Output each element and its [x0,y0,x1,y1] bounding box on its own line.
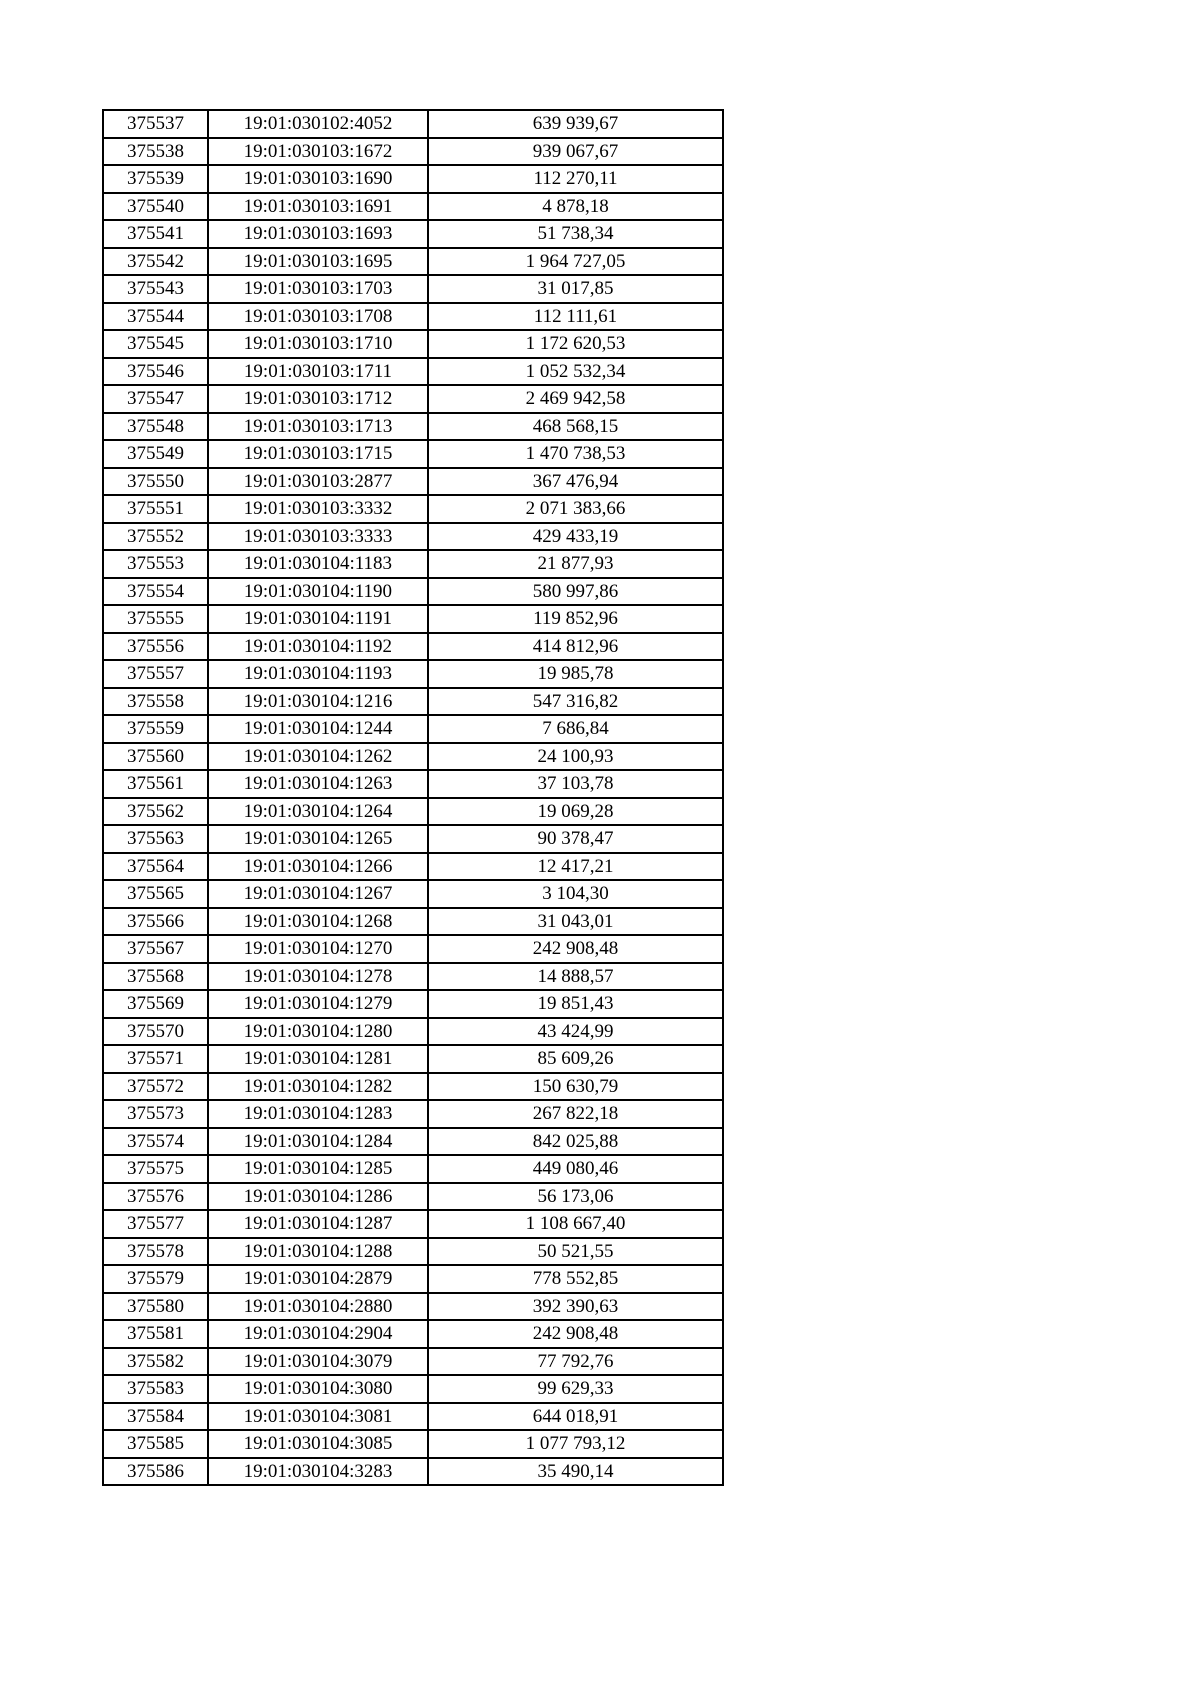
cadastral-value-cell: 842 025,88 [428,1128,723,1156]
cadastral-number-cell: 19:01:030103:3332 [208,495,428,523]
row-number-cell: 375555 [103,605,208,633]
cadastral-number-cell: 19:01:030103:1690 [208,165,428,193]
table-row [103,1155,723,1183]
row-number-cell: 375559 [103,715,208,743]
row-number-cell: 375576 [103,1183,208,1211]
cadastral-value-cell: 429 433,19 [428,523,723,551]
row-number-cell: 375552 [103,523,208,551]
cadastral-value-cell: 639 939,67 [428,110,723,138]
table-row [103,908,723,936]
table-row [103,743,723,771]
cadastral-value-cell: 1 964 727,05 [428,248,723,276]
cadastral-value-cell: 242 908,48 [428,935,723,963]
table-row [103,440,723,468]
cadastral-value-cell: 449 080,46 [428,1155,723,1183]
cadastral-value-cell: 19 985,78 [428,660,723,688]
row-number-cell: 375583 [103,1375,208,1403]
cadastral-number-cell: 19:01:030104:1264 [208,798,428,826]
table-row [103,688,723,716]
table-row [103,330,723,358]
cadastral-number-cell: 19:01:030103:1711 [208,358,428,386]
row-number-cell: 375585 [103,1430,208,1458]
table-row [103,660,723,688]
table-row [103,523,723,551]
cadastral-number-cell: 19:01:030104:2880 [208,1293,428,1321]
table-row [103,1128,723,1156]
cadastral-number-cell: 19:01:030104:1278 [208,963,428,991]
cadastral-number-cell: 19:01:030104:1286 [208,1183,428,1211]
row-number-cell: 375575 [103,1155,208,1183]
cadastral-value-cell: 7 686,84 [428,715,723,743]
cadastral-value-cell: 367 476,94 [428,468,723,496]
table-row [103,798,723,826]
table-row [103,1073,723,1101]
row-number-cell: 375565 [103,880,208,908]
cadastral-number-cell: 19:01:030104:1266 [208,853,428,881]
cadastral-value-cell: 2 469 942,58 [428,385,723,413]
row-number-cell: 375554 [103,578,208,606]
cadastral-number-cell: 19:01:030104:3283 [208,1458,428,1486]
table-row [103,1348,723,1376]
cadastral-number-cell: 19:01:030104:1270 [208,935,428,963]
row-number-cell: 375586 [103,1458,208,1486]
table-row [103,358,723,386]
row-number-cell: 375558 [103,688,208,716]
table-row [103,413,723,441]
row-number-cell: 375571 [103,1045,208,1073]
table-row [103,1100,723,1128]
cadastral-number-cell: 19:01:030104:1262 [208,743,428,771]
row-number-cell: 375570 [103,1018,208,1046]
cadastral-number-cell: 19:01:030104:1280 [208,1018,428,1046]
cadastral-value-cell: 19 069,28 [428,798,723,826]
cadastral-value-cell: 150 630,79 [428,1073,723,1101]
table-row [103,963,723,991]
row-number-cell: 375563 [103,825,208,853]
cadastral-number-cell: 19:01:030104:1288 [208,1238,428,1266]
row-number-cell: 375582 [103,1348,208,1376]
cadastral-value-cell: 4 878,18 [428,193,723,221]
cadastral-number-cell: 19:01:030103:1691 [208,193,428,221]
cadastral-value-cell: 1 172 620,53 [428,330,723,358]
cadastral-number-cell: 19:01:030104:1279 [208,990,428,1018]
cadastral-number-cell: 19:01:030104:1263 [208,770,428,798]
table-row [103,138,723,166]
cadastral-number-cell: 19:01:030104:3085 [208,1430,428,1458]
table-row [103,550,723,578]
table-row [103,165,723,193]
cadastral-number-cell: 19:01:030104:1244 [208,715,428,743]
cadastral-value-cell: 112 270,11 [428,165,723,193]
cadastral-value-cell: 14 888,57 [428,963,723,991]
table-row [103,1375,723,1403]
row-number-cell: 375561 [103,770,208,798]
cadastral-value-cell: 50 521,55 [428,1238,723,1266]
cadastral-value-cell: 414 812,96 [428,633,723,661]
table-row [103,853,723,881]
cadastral-value-cell: 1 052 532,34 [428,358,723,386]
row-number-cell: 375544 [103,303,208,331]
table-row [103,275,723,303]
cadastral-number-cell: 19:01:030103:1710 [208,330,428,358]
cadastral-number-cell: 19:01:030104:2879 [208,1265,428,1293]
table-row [103,1458,723,1486]
cadastral-value-cell: 35 490,14 [428,1458,723,1486]
cadastral-number-cell: 19:01:030104:1190 [208,578,428,606]
table-row [103,193,723,221]
cadastral-value-cell: 267 822,18 [428,1100,723,1128]
cadastral-value-cell: 19 851,43 [428,990,723,1018]
cadastral-value-cell: 1 470 738,53 [428,440,723,468]
cadastral-number-cell: 19:01:030103:1713 [208,413,428,441]
table-body [103,110,723,1485]
cadastral-value-cell: 31 017,85 [428,275,723,303]
cadastral-number-cell: 19:01:030103:1703 [208,275,428,303]
cadastral-value-cell: 580 997,86 [428,578,723,606]
table-row [103,1210,723,1238]
row-number-cell: 375541 [103,220,208,248]
row-number-cell: 375538 [103,138,208,166]
cadastral-number-cell: 19:01:030104:1268 [208,908,428,936]
table-row [103,770,723,798]
table-row [103,1183,723,1211]
cadastral-value-cell: 644 018,91 [428,1403,723,1431]
table-row [103,303,723,331]
table-row [103,1320,723,1348]
row-number-cell: 375539 [103,165,208,193]
row-number-cell: 375560 [103,743,208,771]
table-row [103,1238,723,1266]
cadastral-number-cell: 19:01:030102:4052 [208,110,428,138]
row-number-cell: 375548 [103,413,208,441]
cadastral-value-cell: 547 316,82 [428,688,723,716]
row-number-cell: 375564 [103,853,208,881]
cadastral-number-cell: 19:01:030104:1267 [208,880,428,908]
cadastral-value-cell: 31 043,01 [428,908,723,936]
cadastral-value-cell: 112 111,61 [428,303,723,331]
cadastral-value-cell: 3 104,30 [428,880,723,908]
cadastral-value-cell: 392 390,63 [428,1293,723,1321]
table-row [103,110,723,138]
cadastral-value-cell: 90 378,47 [428,825,723,853]
cadastral-value-cell: 24 100,93 [428,743,723,771]
cadastral-value-table [102,109,724,1486]
table-row [103,633,723,661]
table-row [103,605,723,633]
table-row [103,1403,723,1431]
cadastral-number-cell: 19:01:030104:1283 [208,1100,428,1128]
row-number-cell: 375556 [103,633,208,661]
row-number-cell: 375557 [103,660,208,688]
row-number-cell: 375572 [103,1073,208,1101]
cadastral-value-cell: 119 852,96 [428,605,723,633]
row-number-cell: 375549 [103,440,208,468]
cadastral-number-cell: 19:01:030103:1693 [208,220,428,248]
cadastral-number-cell: 19:01:030104:1191 [208,605,428,633]
cadastral-number-cell: 19:01:030103:1708 [208,303,428,331]
cadastral-number-cell: 19:01:030104:1216 [208,688,428,716]
row-number-cell: 375578 [103,1238,208,1266]
table-row [103,935,723,963]
row-number-cell: 375551 [103,495,208,523]
cadastral-number-cell: 19:01:030104:1265 [208,825,428,853]
row-number-cell: 375543 [103,275,208,303]
cadastral-value-cell: 1 108 667,40 [428,1210,723,1238]
cadastral-value-cell: 56 173,06 [428,1183,723,1211]
row-number-cell: 375584 [103,1403,208,1431]
row-number-cell: 375546 [103,358,208,386]
row-number-cell: 375566 [103,908,208,936]
row-number-cell: 375568 [103,963,208,991]
row-number-cell: 375567 [103,935,208,963]
table-row [103,1045,723,1073]
row-number-cell: 375547 [103,385,208,413]
cadastral-number-cell: 19:01:030103:1712 [208,385,428,413]
cadastral-value-cell: 468 568,15 [428,413,723,441]
table-row [103,1265,723,1293]
cadastral-number-cell: 19:01:030104:1282 [208,1073,428,1101]
row-number-cell: 375573 [103,1100,208,1128]
cadastral-value-cell: 85 609,26 [428,1045,723,1073]
cadastral-number-cell: 19:01:030104:1287 [208,1210,428,1238]
row-number-cell: 375562 [103,798,208,826]
cadastral-number-cell: 19:01:030104:3081 [208,1403,428,1431]
table-row [103,220,723,248]
table-row [103,248,723,276]
row-number-cell: 375580 [103,1293,208,1321]
table-row [103,825,723,853]
cadastral-number-cell: 19:01:030104:2904 [208,1320,428,1348]
cadastral-value-cell: 37 103,78 [428,770,723,798]
table-row [103,1293,723,1321]
cadastral-value-cell: 2 071 383,66 [428,495,723,523]
cadastral-value-cell: 43 424,99 [428,1018,723,1046]
row-number-cell: 375550 [103,468,208,496]
table-row [103,1430,723,1458]
row-number-cell: 375577 [103,1210,208,1238]
cadastral-number-cell: 19:01:030103:1715 [208,440,428,468]
cadastral-value-cell: 21 877,93 [428,550,723,578]
row-number-cell: 375540 [103,193,208,221]
table-row [103,495,723,523]
cadastral-number-cell: 19:01:030104:3079 [208,1348,428,1376]
row-number-cell: 375581 [103,1320,208,1348]
table-row [103,578,723,606]
cadastral-value-cell: 1 077 793,12 [428,1430,723,1458]
cadastral-number-cell: 19:01:030103:1672 [208,138,428,166]
cadastral-value-cell: 778 552,85 [428,1265,723,1293]
table-row [103,990,723,1018]
cadastral-number-cell: 19:01:030104:3080 [208,1375,428,1403]
row-number-cell: 375574 [103,1128,208,1156]
table-row [103,385,723,413]
cadastral-number-cell: 19:01:030104:1193 [208,660,428,688]
table-row [103,715,723,743]
table-row [103,468,723,496]
cadastral-value-cell: 12 417,21 [428,853,723,881]
cadastral-value-cell: 51 738,34 [428,220,723,248]
cadastral-number-cell: 19:01:030103:3333 [208,523,428,551]
row-number-cell: 375553 [103,550,208,578]
row-number-cell: 375579 [103,1265,208,1293]
table-row [103,880,723,908]
cadastral-number-cell: 19:01:030104:1284 [208,1128,428,1156]
cadastral-number-cell: 19:01:030104:1183 [208,550,428,578]
cadastral-value-cell: 99 629,33 [428,1375,723,1403]
cadastral-number-cell: 19:01:030104:1281 [208,1045,428,1073]
row-number-cell: 375569 [103,990,208,1018]
cadastral-number-cell: 19:01:030103:1695 [208,248,428,276]
table-row [103,1018,723,1046]
cadastral-number-cell: 19:01:030104:1192 [208,633,428,661]
cadastral-value-cell: 939 067,67 [428,138,723,166]
cadastral-value-cell: 242 908,48 [428,1320,723,1348]
cadastral-number-cell: 19:01:030104:1285 [208,1155,428,1183]
cadastral-number-cell: 19:01:030103:2877 [208,468,428,496]
row-number-cell: 375537 [103,110,208,138]
cadastral-value-cell: 77 792,76 [428,1348,723,1376]
row-number-cell: 375542 [103,248,208,276]
row-number-cell: 375545 [103,330,208,358]
